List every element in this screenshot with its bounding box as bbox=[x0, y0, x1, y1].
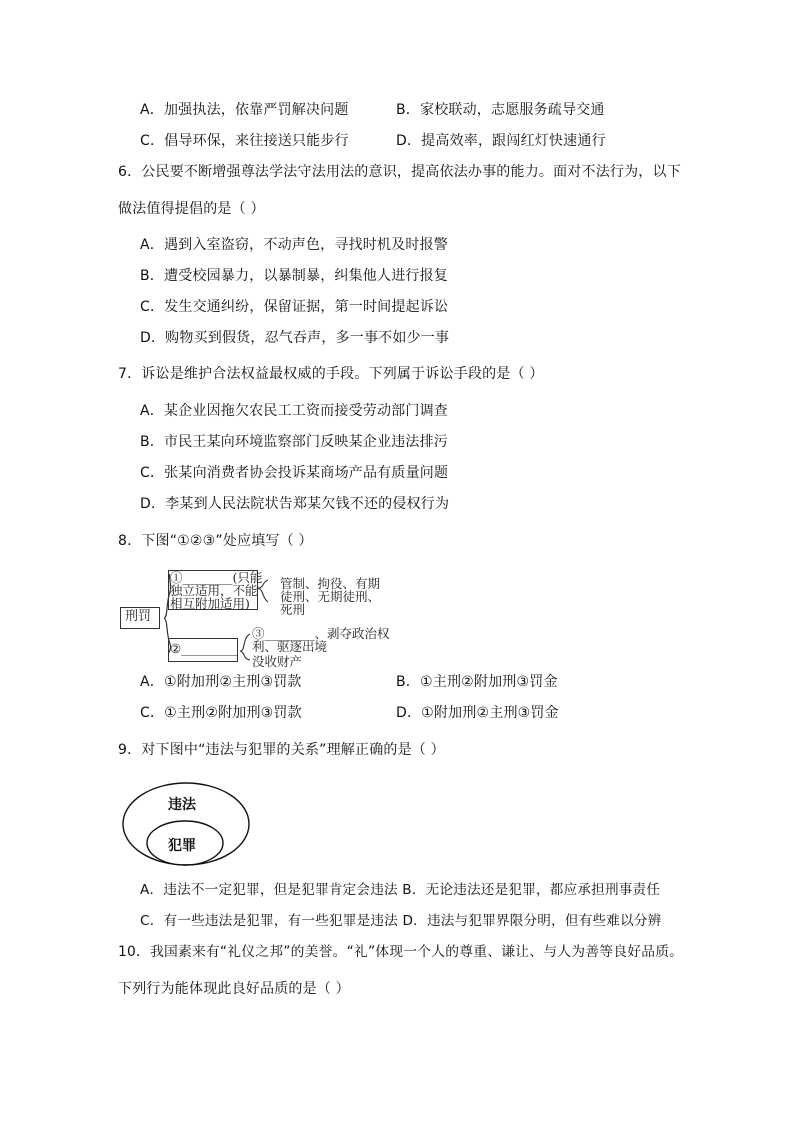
q6-option-a: A．遇到入室盗窃，不动声色，寻找时机及时报警 bbox=[140, 237, 448, 253]
punishment-diagram bbox=[118, 562, 418, 668]
q8-option-d: D．①附加刑②主刑③罚金 bbox=[396, 705, 559, 721]
box2-label: ②_________ bbox=[170, 641, 238, 656]
q8-stem: 8．下图“①②③”处应填写（ ） bbox=[118, 533, 313, 549]
q8-option-b: B．①主刑②附加刑③罚金 bbox=[396, 674, 558, 690]
q9-options-ab: A．违法不一定犯罪，但是犯罪肯定会违法 B．无论违法还是犯罪，都应承担刑事责任 bbox=[140, 882, 661, 898]
q5-option-a: A．加强执法，依靠严罚解决问题 bbox=[140, 102, 349, 118]
root-label: 刑罚 bbox=[125, 609, 152, 624]
q6-option-b: B．遭受校园暴力，以暴制暴，纠集他人进行报复 bbox=[140, 268, 449, 284]
venn-inner-label: 犯罪 bbox=[168, 838, 196, 854]
supplementary-list-line1: ③________、剥夺政治权 bbox=[252, 626, 390, 641]
q6-stem-line2: 做法值得提倡的是（ ） bbox=[118, 201, 265, 217]
q9-stem: 9．对下图中“违法与犯罪的关系”理解正确的是（ ） bbox=[118, 742, 445, 758]
q7-option-a: A．某企业因拖欠农民工工资而接受劳动部门调查 bbox=[140, 403, 448, 419]
box1-line3: 相互附加适用) bbox=[170, 596, 250, 611]
q6-option-d: D．购物买到假货，忍气吞声，多一事不如少一事 bbox=[140, 330, 450, 346]
q5-option-b: B．家校联动，志愿服务疏导交通 bbox=[396, 102, 605, 118]
q7-option-d: D．李某到人民法院状告郑某欠钱不还的侵权行为 bbox=[140, 496, 450, 512]
principal-list-line2: 徒刑、无期徒刑、 bbox=[280, 589, 381, 604]
q7-option-c: C．张某向消费者协会投诉某商场产品有质量问题 bbox=[140, 465, 449, 481]
venn-outer-label: 违法 bbox=[168, 797, 196, 813]
q7-stem: 7．诉讼是维护合法权益最权威的手段。下列属于诉讼手段的是（ ） bbox=[118, 366, 544, 382]
q10-stem-line2: 下列行为能体现此良好品质的是（ ） bbox=[118, 981, 350, 997]
principal-list-line1: 管制、拘役、有期 bbox=[280, 576, 381, 591]
q8-option-a: A．①附加刑②主刑③罚款 bbox=[140, 674, 302, 690]
q9-options-cd: C．有一些违法是犯罪，有一些犯罪是违法 D．违法与犯罪界限分明，但有些难以分辨 bbox=[140, 913, 662, 929]
box1-line2: 独立适用，不能 bbox=[170, 583, 258, 598]
q8-option-c: C．①主刑②附加刑③罚款 bbox=[140, 705, 302, 721]
supplementary-list-line2: 利、驱逐出境 bbox=[252, 639, 328, 654]
q7-option-b: B．市民王某向环境监察部门反映某企业违法排污 bbox=[140, 434, 449, 450]
q6-option-c: C．发生交通纠纷，保留证据，第一时间提起诉讼 bbox=[140, 299, 449, 315]
q5-option-c: C．倡导环保，来往接送只能步行 bbox=[140, 133, 349, 149]
principal-list-line3: 死刑 bbox=[280, 602, 306, 617]
box1-line1: ①________(只能 bbox=[170, 570, 263, 585]
venn-diagram bbox=[118, 780, 268, 880]
q6-stem-line1: 6．公民要不断增强尊法学法守法用法的意识，提高依法办事的能力。面对不法行为，以下 bbox=[118, 164, 681, 180]
q10-stem-line1: 10．我国素来有“礼仪之邦”的美誉。“礼”体现一个人的尊重、谦让、与人为善等良好品质。 bbox=[118, 944, 684, 960]
supplementary-list-line3: 没收财产 bbox=[252, 654, 303, 669]
q5-option-d: D．提高效率，跟闯红灯快速通行 bbox=[396, 133, 606, 149]
